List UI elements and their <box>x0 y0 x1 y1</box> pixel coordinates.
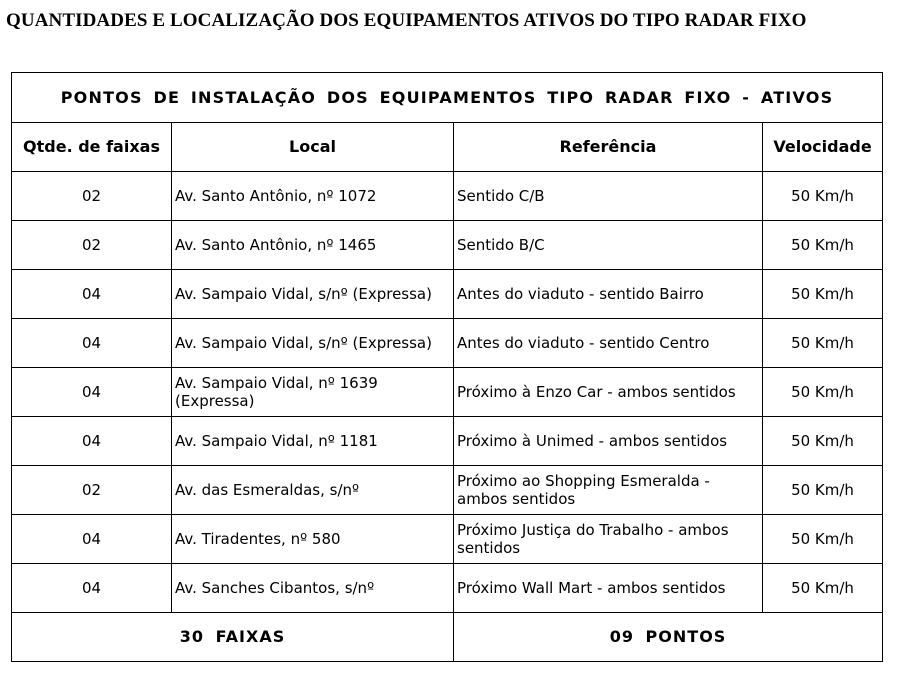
cell-local: Av. Tiradentes, nº 580 <box>172 515 454 564</box>
header-qtd: Qtde. de faixas <box>12 123 172 172</box>
cell-qtd: 04 <box>12 564 172 613</box>
cell-velocidade: 50 Km/h <box>763 270 883 319</box>
total-faixas: 30 FAIXAS <box>12 613 454 662</box>
cell-velocidade: 50 Km/h <box>763 515 883 564</box>
table-row <box>12 515 883 564</box>
cell-velocidade: 50 Km/h <box>763 368 883 417</box>
table-header-row <box>12 123 883 172</box>
cell-local: Av. Sampaio Vidal, nº 1639 (Expressa) <box>172 368 454 417</box>
cell-qtd: 02 <box>12 221 172 270</box>
cell-referencia: Próximo Wall Mart - ambos sentidos <box>454 564 763 613</box>
cell-velocidade: 50 Km/h <box>763 172 883 221</box>
table-row <box>12 319 883 368</box>
cell-referencia: Antes do viaduto - sentido Centro <box>454 319 763 368</box>
cell-local: Av. Sampaio Vidal, nº 1181 <box>172 417 454 466</box>
table-row <box>12 417 883 466</box>
cell-local: Av. Santo Antônio, nº 1465 <box>172 221 454 270</box>
cell-local: Av. Sampaio Vidal, s/nº (Expressa) <box>172 319 454 368</box>
table-row <box>12 368 883 417</box>
cell-qtd: 04 <box>12 319 172 368</box>
cell-velocidade: 50 Km/h <box>763 564 883 613</box>
table-row <box>12 221 883 270</box>
cell-referencia: Próximo ao Shopping Esmeralda - ambos sentidos <box>454 466 763 515</box>
cell-velocidade: 50 Km/h <box>763 466 883 515</box>
cell-referencia: Próximo Justiça do Trabalho - ambos sentidos <box>454 515 763 564</box>
page-title: QUANTIDADES E LOCALIZAÇÃO DOS EQUIPAMENTOS ATIVOS DO TIPO RADAR FIXO <box>6 10 807 31</box>
cell-local: Av. Sanches Cibantos, s/nº <box>172 564 454 613</box>
cell-referencia: Sentido B/C <box>454 221 763 270</box>
table-row <box>12 466 883 515</box>
table-caption-row <box>12 73 883 123</box>
table-total-row <box>12 613 883 662</box>
cell-qtd: 04 <box>12 515 172 564</box>
radar-table <box>11 72 883 662</box>
cell-qtd: 02 <box>12 172 172 221</box>
table-row <box>12 564 883 613</box>
header-velocidade: Velocidade <box>763 123 883 172</box>
cell-qtd: 04 <box>12 368 172 417</box>
total-pontos: 09 PONTOS <box>454 613 883 662</box>
cell-referencia: Antes do viaduto - sentido Bairro <box>454 270 763 319</box>
table-caption: PONTOS DE INSTALAÇÃO DOS EQUIPAMENTOS TIPO RADAR FIXO - ATIVOS <box>12 73 883 123</box>
table-row <box>12 172 883 221</box>
cell-local: Av. das Esmeraldas, s/nº <box>172 466 454 515</box>
cell-velocidade: 50 Km/h <box>763 319 883 368</box>
cell-local: Av. Santo Antônio, nº 1072 <box>172 172 454 221</box>
cell-referencia: Próximo à Enzo Car - ambos sentidos <box>454 368 763 417</box>
cell-referencia: Sentido C/B <box>454 172 763 221</box>
table-row <box>12 270 883 319</box>
header-local: Local <box>172 123 454 172</box>
cell-local: Av. Sampaio Vidal, s/nº (Expressa) <box>172 270 454 319</box>
header-referencia: Referência <box>454 123 763 172</box>
cell-velocidade: 50 Km/h <box>763 221 883 270</box>
cell-velocidade: 50 Km/h <box>763 417 883 466</box>
cell-qtd: 04 <box>12 417 172 466</box>
cell-qtd: 04 <box>12 270 172 319</box>
cell-referencia: Próximo à Unimed - ambos sentidos <box>454 417 763 466</box>
cell-qtd: 02 <box>12 466 172 515</box>
